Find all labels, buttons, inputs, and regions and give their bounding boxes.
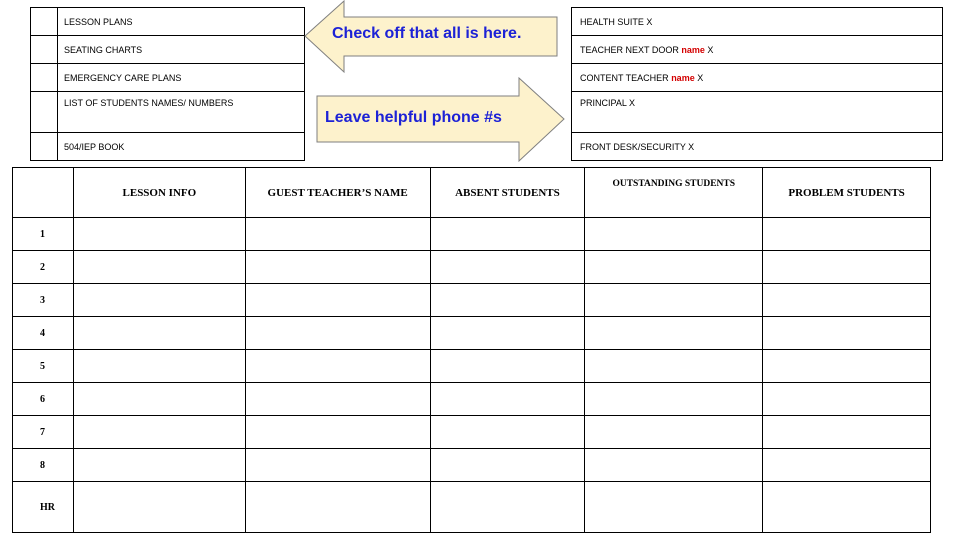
- absent-students-cell[interactable]: [430, 284, 585, 317]
- header-outstanding-students: OUTSTANDING STUDENTS: [585, 168, 763, 218]
- checkbox-cell[interactable]: [31, 8, 58, 36]
- outstanding-students-cell[interactable]: [585, 218, 763, 251]
- checklist-row: [31, 92, 305, 133]
- checklist-item-label: LESSON PLANS: [58, 8, 305, 36]
- header-period: [13, 168, 74, 218]
- absent-students-cell[interactable]: [430, 416, 585, 449]
- lesson-info-cell[interactable]: [73, 416, 245, 449]
- absent-students-cell[interactable]: [430, 218, 585, 251]
- period-row: [13, 416, 931, 449]
- outstanding-students-cell[interactable]: [585, 383, 763, 416]
- contact-label: HEALTH SUITE X: [580, 16, 653, 27]
- checklist-item-label: 504/IEP BOOK: [58, 133, 305, 161]
- checklist-item-label: EMERGENCY CARE PLANS: [58, 64, 305, 92]
- absent-students-cell[interactable]: [430, 350, 585, 383]
- absent-students-cell[interactable]: [430, 383, 585, 416]
- period-row: [13, 383, 931, 416]
- contact-label: TEACHER NEXT DOOR: [580, 44, 682, 55]
- contact-row: [572, 133, 943, 161]
- checklist-item-label: LIST OF STUDENTS NAMES/ NUMBERS: [58, 92, 305, 133]
- period-row: [13, 218, 931, 251]
- guest-teacher-name-cell[interactable]: [245, 284, 430, 317]
- left-arrow-text: Check off that all is here.: [332, 25, 522, 42]
- checklist-row: [31, 64, 305, 92]
- lesson-info-cell[interactable]: [73, 251, 245, 284]
- contact-row: [572, 8, 943, 36]
- guest-teacher-name-cell[interactable]: [245, 251, 430, 284]
- problem-students-cell[interactable]: [763, 284, 931, 317]
- lesson-info-cell[interactable]: [73, 383, 245, 416]
- problem-students-cell[interactable]: [763, 416, 931, 449]
- contact-cell[interactable]: [572, 92, 943, 133]
- contact-name-placeholder: name: [681, 44, 705, 55]
- period-number: 4: [13, 317, 74, 350]
- contact-suffix: X: [694, 72, 704, 83]
- problem-students-cell[interactable]: [763, 482, 931, 533]
- period-number: 5: [13, 350, 74, 383]
- phone-contacts-table: [571, 7, 943, 161]
- header-absent-students: ABSENT STUDENTS: [430, 168, 585, 218]
- period-row: [13, 317, 931, 350]
- right-arrow-text: Leave helpful phone #s: [325, 109, 502, 126]
- period-number: 3: [13, 284, 74, 317]
- checkbox-cell[interactable]: [31, 64, 58, 92]
- outstanding-students-cell[interactable]: [585, 350, 763, 383]
- header-lesson-info: LESSON INFO: [73, 168, 245, 218]
- outstanding-students-cell[interactable]: [585, 449, 763, 482]
- guest-teacher-name-cell[interactable]: [245, 482, 430, 533]
- absent-students-cell[interactable]: [430, 482, 585, 533]
- contact-cell[interactable]: [572, 36, 943, 64]
- materials-checklist: [30, 7, 305, 161]
- period-row: [13, 449, 931, 482]
- period-report-table: [12, 167, 931, 533]
- contact-cell[interactable]: [572, 8, 943, 36]
- lesson-info-cell[interactable]: [73, 284, 245, 317]
- guest-teacher-name-cell[interactable]: [245, 383, 430, 416]
- contact-label: PRINCIPAL X: [580, 98, 636, 108]
- lesson-info-cell[interactable]: [73, 317, 245, 350]
- outstanding-students-cell[interactable]: [585, 482, 763, 533]
- guest-teacher-name-cell[interactable]: [245, 416, 430, 449]
- checklist-row: [31, 8, 305, 36]
- checkbox-cell[interactable]: [31, 133, 58, 161]
- checklist-row: [31, 133, 305, 161]
- period-row: [13, 251, 931, 284]
- guest-teacher-name-cell[interactable]: [245, 317, 430, 350]
- problem-students-cell[interactable]: [763, 218, 931, 251]
- checkbox-cell[interactable]: [31, 92, 58, 133]
- guest-teacher-name-cell[interactable]: [245, 449, 430, 482]
- problem-students-cell[interactable]: [763, 251, 931, 284]
- period-row: [13, 482, 931, 533]
- lesson-info-cell[interactable]: [73, 482, 245, 533]
- contact-cell[interactable]: [572, 64, 943, 92]
- period-number: 8: [13, 449, 74, 482]
- lesson-info-cell[interactable]: [73, 449, 245, 482]
- guest-teacher-name-cell[interactable]: [245, 218, 430, 251]
- lesson-info-cell[interactable]: [73, 350, 245, 383]
- outstanding-students-cell[interactable]: [585, 317, 763, 350]
- absent-students-cell[interactable]: [430, 449, 585, 482]
- absent-students-cell[interactable]: [430, 251, 585, 284]
- lesson-info-cell[interactable]: [73, 218, 245, 251]
- contact-label: FRONT DESK/SECURITY X: [580, 141, 695, 152]
- checklist-row: [31, 36, 305, 64]
- header-problem-students: PROBLEM STUDENTS: [763, 168, 931, 218]
- contact-row: [572, 92, 943, 133]
- outstanding-students-cell[interactable]: [585, 284, 763, 317]
- contact-row: [572, 36, 943, 64]
- contact-suffix: X: [704, 44, 714, 55]
- absent-students-cell[interactable]: [430, 317, 585, 350]
- contact-label: CONTENT TEACHER: [580, 72, 672, 83]
- problem-students-cell[interactable]: [763, 350, 931, 383]
- problem-students-cell[interactable]: [763, 449, 931, 482]
- period-number: 7: [13, 416, 74, 449]
- problem-students-cell[interactable]: [763, 383, 931, 416]
- period-number: 1: [13, 218, 74, 251]
- contact-row: [572, 64, 943, 92]
- guest-teacher-name-cell[interactable]: [245, 350, 430, 383]
- period-row: [13, 350, 931, 383]
- problem-students-cell[interactable]: [763, 317, 931, 350]
- outstanding-students-cell[interactable]: [585, 416, 763, 449]
- checklist-item-label: SEATING CHARTS: [58, 36, 305, 64]
- checkbox-cell[interactable]: [31, 36, 58, 64]
- outstanding-students-cell[interactable]: [585, 251, 763, 284]
- header-guest-teacher-name: GUEST TEACHER’S NAME: [245, 168, 430, 218]
- contact-name-placeholder: name: [671, 72, 695, 83]
- period-number: 2: [13, 251, 74, 284]
- period-row: [13, 284, 931, 317]
- period-number: 6: [13, 383, 74, 416]
- period-number: HR: [13, 482, 74, 533]
- contact-cell[interactable]: [572, 133, 943, 161]
- header-row: [13, 168, 931, 218]
